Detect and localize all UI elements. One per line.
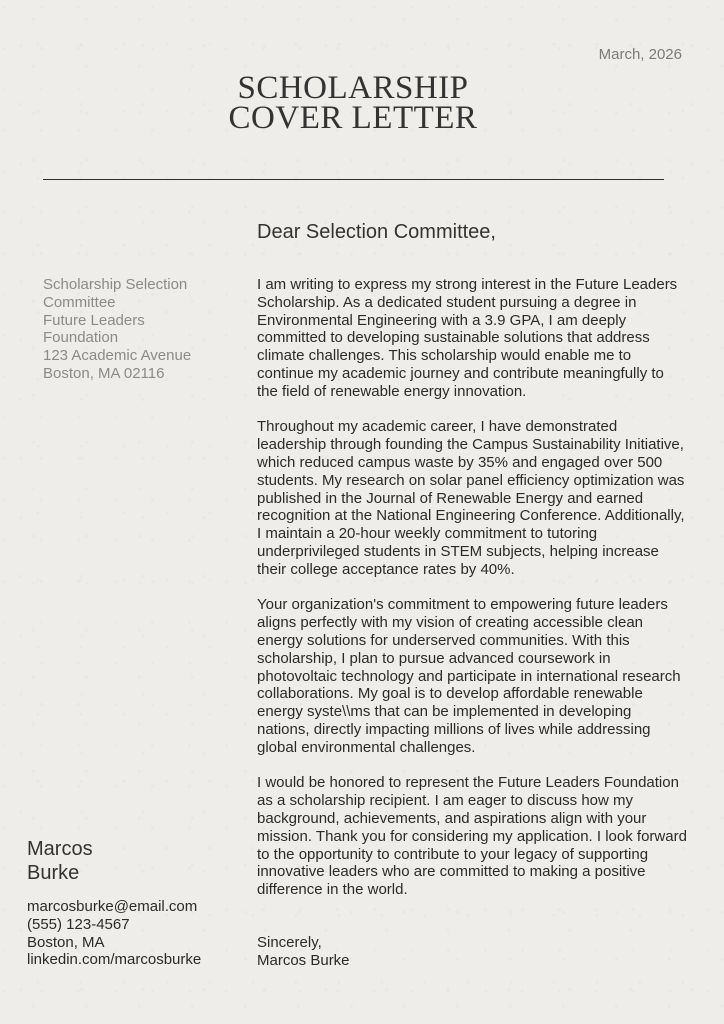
recipient-address [43,276,233,383]
signature: Marcos Burke [257,951,350,969]
body-paragraph: Throughout my academic career, I have demonstrated leadership through founding the Campus Sustainability Initiative, which reduced campus waste by 35% and engaged over 500 students. My research on solar panel efficiency optimization was published in the Journal of Renewable Energy and earned recognition at the National Engineering Conference. Additionally, I maintain a 20-hour weekly commitment to tutoring underprivileged students in STEM subjects, helping increase their college acceptance rates by 40%. [257,418,685,578]
sender-name [27,837,93,885]
recipient-line: Committee [43,293,116,311]
sender-email[interactable]: marcosburke@email.com [27,898,198,915]
sender-phone: (555) 123-4567 [27,915,130,933]
recipient-line: Scholarship Selection [43,276,188,293]
sender-location: Boston, MA [27,933,105,951]
recipient-line: Boston, MA 02116 [43,364,165,382]
letter-date: March, 2026 [598,46,682,63]
recipient-line: Future Leaders [43,311,145,329]
signoff [257,934,350,970]
title-line-2: COVER LETTER [228,100,478,136]
letter-body [257,276,687,917]
sender-first-name: Marcos [27,838,93,860]
body-paragraph: I am writing to express my strong interest in the Future Leaders Scholarship. As a dedicated student pursuing a degree in Environmental Engineering with a 3.9 GPA, I am deeply committed to developing sustainable solutions that address climate challenges. This scholarship would enable me to continue my academic journey and contribute meaningfully to the field of renewable energy innovation. [257,276,678,400]
sender-contact [27,898,201,969]
sender-linkedin[interactable]: linkedin.com/marcosburke [27,951,202,969]
body-paragraph: Your organization's commitment to empowering future leaders aligns perfectly with my vision of creating accessible clean energy solutions for underserved communities. With this scholarship, I plan to pursue advanced coursework in photovoltaic technology and participate in international research collaborations. My goal is to develop affordable renewable energy syste\\ms that can be implemented in developing nations, directly impacting millions of lives while addressing global environmental challenges. [257,596,681,756]
body-paragraph: I would be honored to represent the Future Leaders Foundation as a scholarship recipient. I am eager to discuss how my background, achievements, and aspirations align with your mission. Thank you for considering my application. I look forward to the opportunity to contribute to your legacy of supporting innovative leaders who are committed to making a positive difference in the world. [257,774,687,899]
salutation: Dear Selection Committee, [257,221,496,243]
recipient-line: 123 Academic Avenue [43,347,192,365]
closing: Sincerely, [257,934,322,951]
sender-last-name: Burke [27,862,80,884]
document-title [0,70,706,136]
title-divider [43,179,664,180]
recipient-line: Foundation [43,329,119,347]
title-line-1: SCHOLARSHIP [237,70,469,106]
